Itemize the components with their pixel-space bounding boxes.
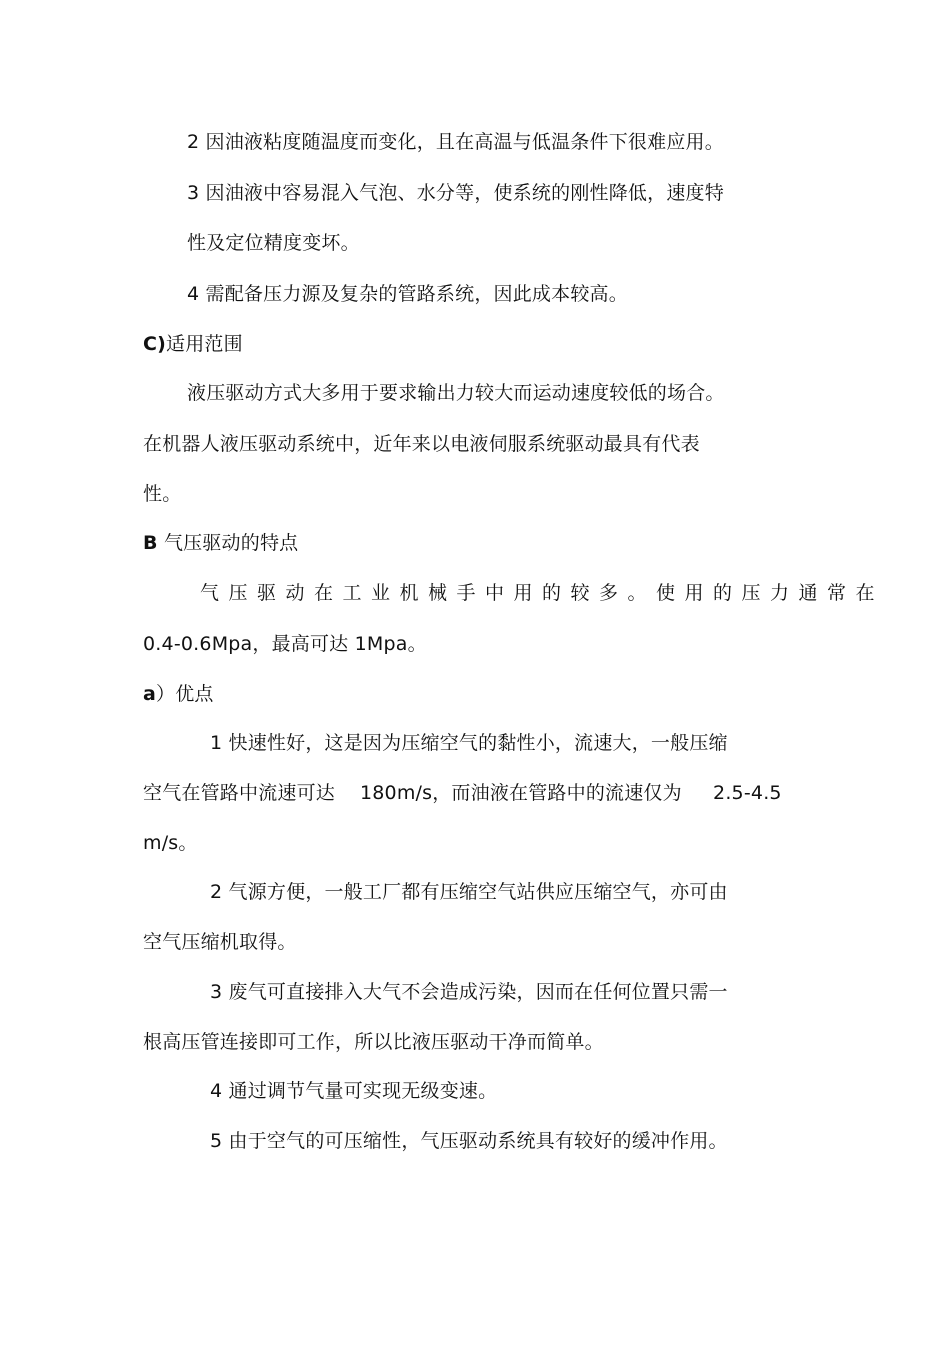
section-marker-c: C) xyxy=(143,333,167,355)
section-heading-c xyxy=(143,331,243,357)
paragraph-line: 在机器人液压驱动系统中，近年来以电液伺服系统驱动最具有代表 xyxy=(143,433,700,455)
paragraph-line: 3 因油液中容易混入气泡、水分等，使系统的刚性降低，速度特 xyxy=(187,182,724,204)
section-marker-a: a xyxy=(143,683,157,705)
section-heading-text: 气压驱动的特点 xyxy=(163,532,299,554)
paragraph-line: 根高压管连接即可工作，所以比液压驱动干净而简单。 xyxy=(143,1031,604,1053)
section-marker-b: B xyxy=(143,532,158,554)
paragraph-line: 性。 xyxy=(143,483,182,505)
paragraph-line: 4 需配备压力源及复杂的管路系统，因此成本较高。 xyxy=(187,283,628,305)
paragraph-line: m/s。 xyxy=(143,832,198,854)
paragraph-line: 1 快速性好，这是因为压缩空气的黏性小，流速大，一般压缩 xyxy=(210,732,728,754)
section-heading-text: ）优点 xyxy=(156,683,214,705)
section-heading-text: 适用范围 xyxy=(166,333,243,355)
paragraph-line: 2 气源方便，一般工厂都有压缩空气站供应压缩空气，亦可由 xyxy=(210,881,728,903)
paragraph-line: 气压驱动在工业机械手中用的较多。使用的压力通常在 xyxy=(200,582,885,604)
paragraph-line: 2 因油液粘度随温度而变化，且在高温与低温条件下很难应用。 xyxy=(187,131,724,153)
paragraph-line: 空气压缩机取得。 xyxy=(143,931,297,953)
section-heading-b xyxy=(143,530,298,556)
paragraph-line: 液压驱动方式大多用于要求输出力较大而运动速度较低的场合。 xyxy=(187,382,725,404)
paragraph-line: 0.4-0.6Mpa，最高可达 1Mpa。 xyxy=(143,633,427,655)
section-heading-a xyxy=(143,681,214,707)
paragraph-line: 5 由于空气的可压缩性，气压驱动系统具有较好的缓冲作用。 xyxy=(210,1130,728,1152)
paragraph-line: 4 通过调节气量可实现无级变速。 xyxy=(210,1080,498,1102)
paragraph-line: 3 废气可直接排入大气不会造成污染，因而在任何位置只需一 xyxy=(210,981,728,1003)
paragraph-line: 空气在管路中流速可达 180m/s，而油液在管路中的流速仅为 2.5-4.5 xyxy=(143,782,782,804)
paragraph-line: 性及定位精度变坏。 xyxy=(187,232,360,254)
